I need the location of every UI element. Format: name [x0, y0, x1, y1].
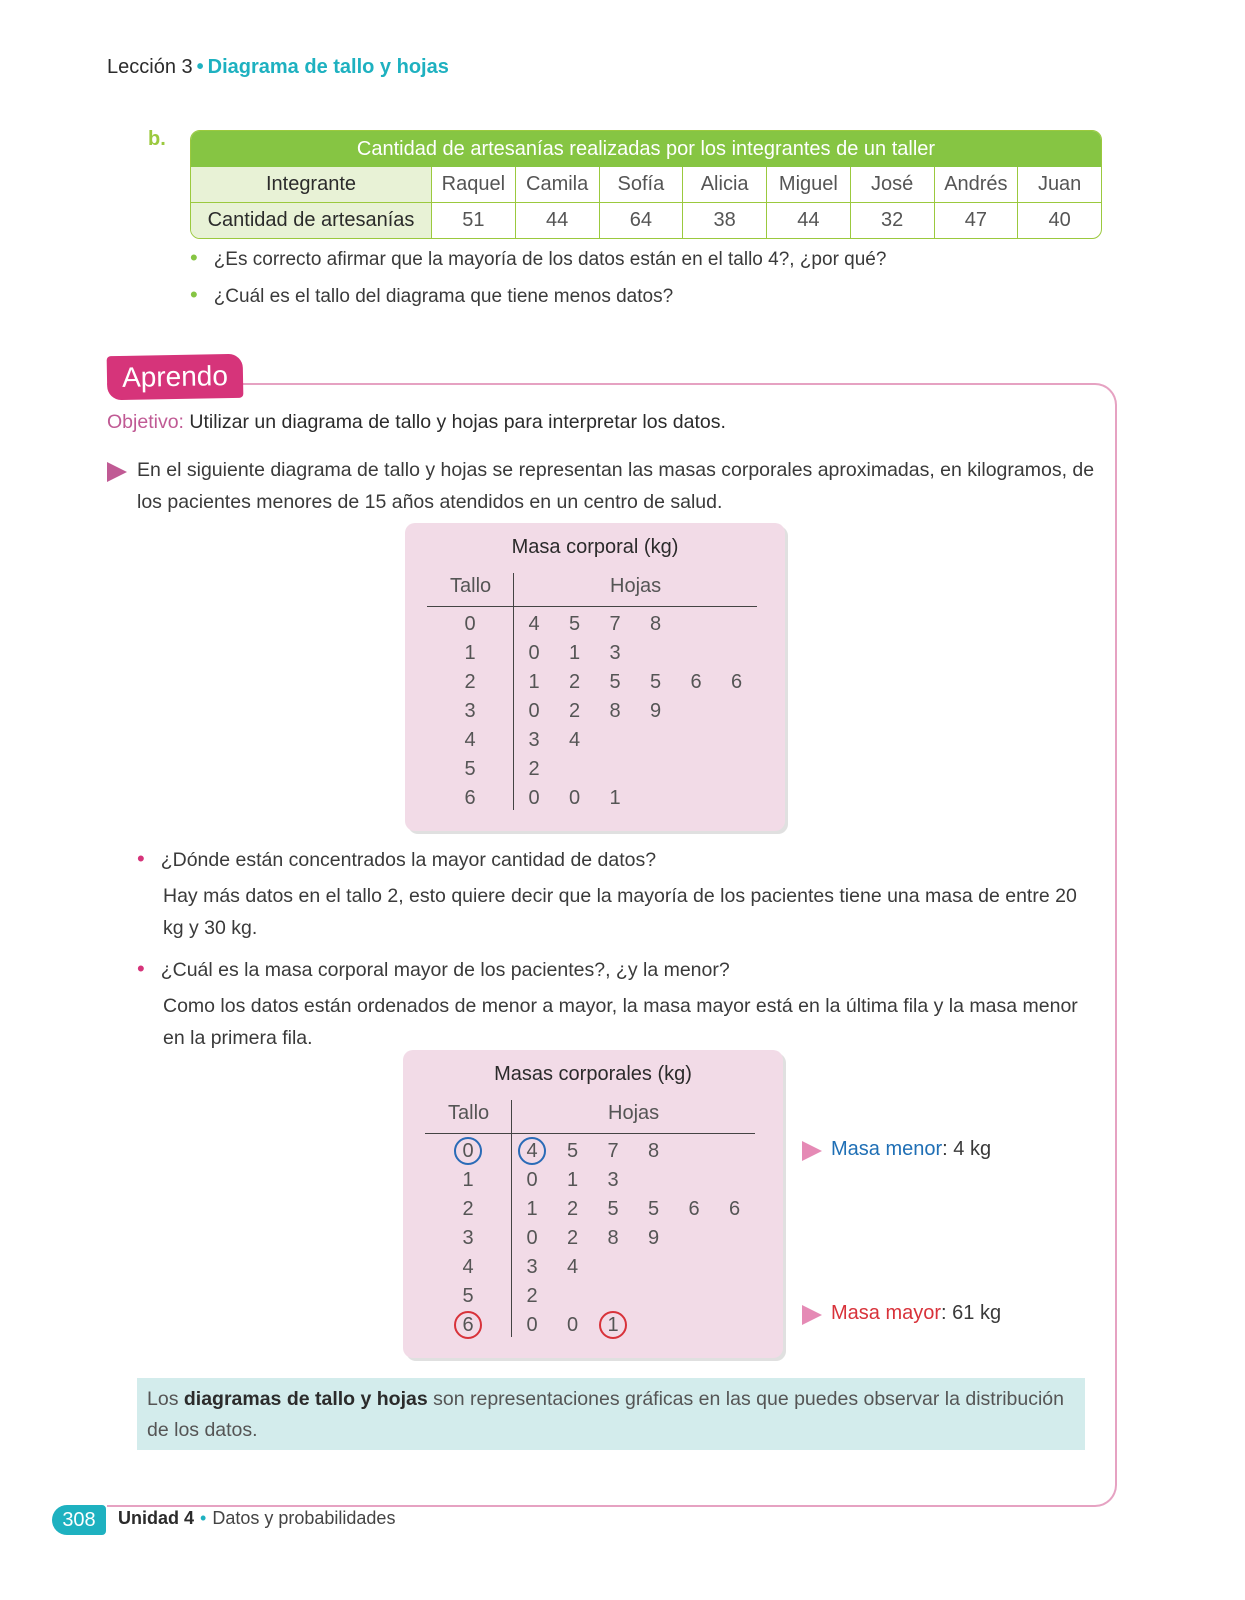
summary-term: diagramas de tallo y hojas	[183, 1388, 428, 1410]
diagram1-stem: 2	[464, 671, 476, 693]
summary-before: Los	[147, 1388, 184, 1410]
diagram2-leaf: 6	[728, 1198, 741, 1220]
diagram1-leaf: 1	[528, 671, 540, 693]
footer-unit-label: Unidad 4	[118, 1508, 195, 1528]
callout-min-value: : 4 kg	[942, 1138, 992, 1160]
question-max-min: • ¿Cuál es la masa corporal mayor de los pacientes?, ¿y la menor?	[137, 956, 730, 981]
diagram2-stem: 2	[462, 1198, 474, 1220]
callout-max-value: : 61 kg	[941, 1302, 1002, 1324]
page-number: 308	[52, 1505, 106, 1535]
member-name-cell: Juan	[1037, 173, 1082, 195]
answer-concentration: Hay más datos en el tallo 2, esto quiere decir que la mayoría de los pacientes tiene una masa de entre 20 kg y 30 kg.	[163, 885, 1077, 939]
diagram2-leaf: 0	[526, 1227, 538, 1249]
crafts-table-title: Cantidad de artesanías realizadas por los integrantes de un taller	[191, 131, 1101, 167]
diagram1-stem: 3	[464, 700, 476, 722]
diagram1-leaf: 2	[568, 671, 581, 693]
diagram1-leaf: 4	[568, 729, 581, 751]
diagram2-leaf: 5	[566, 1140, 579, 1162]
answer-max-min: Como los datos están ordenados de menor a mayor, la masa mayor está en la última fila y la masa menor en la primera fila.	[163, 995, 1078, 1049]
arrow-icon	[802, 1305, 822, 1325]
quantity-cell: 40	[1048, 209, 1071, 231]
quantity-cell: 51	[432, 203, 516, 238]
exercise-label: b.	[148, 128, 166, 150]
quantity-cell: 47	[935, 203, 1019, 238]
question-fewest-data: • ¿Cuál es el tallo del diagrama que tiene menos datos?	[190, 282, 673, 308]
diagram2-leaf: 5	[647, 1198, 660, 1220]
diagram1-leaf: 8	[609, 700, 621, 722]
question-concentration-text: ¿Dónde están concentrados la mayor cantidad de datos?	[160, 849, 657, 871]
min-highlight-circle	[518, 1137, 546, 1165]
names-row	[191, 167, 1101, 202]
diagram1-header-rule	[427, 606, 757, 607]
question-concentration: • ¿Dónde están concentrados la mayor cantidad de datos?	[137, 846, 657, 871]
min-highlight-circle	[454, 1137, 482, 1165]
diagram2-stem: 1	[462, 1169, 474, 1191]
diagram2-stem: 6	[462, 1314, 474, 1336]
max-highlight-circle	[454, 1311, 482, 1339]
diagram2-leaf: 4	[526, 1140, 538, 1162]
diagram1-leaf: 5	[609, 671, 621, 693]
diagram1-leaf: 5	[568, 613, 581, 635]
diagram2-stem: 4	[462, 1256, 474, 1278]
lesson-number: Lección 3	[107, 56, 193, 78]
diagram1-leaf: 3	[528, 729, 540, 751]
diagram2-stem: 0	[462, 1140, 474, 1162]
intro-paragraph: En el siguiente diagrama de tallo y hojas se representan las masas corporales aproximadas, en kilogramos, de los pacientes menores de 15 años atendidos en un centro de salud.	[137, 459, 1095, 513]
lesson-title: Diagrama de tallo y hojas	[207, 56, 449, 78]
diagram1-stem: 0	[464, 613, 476, 635]
callout-max-label: Masa mayor	[831, 1302, 942, 1324]
diagram2-leaf: 8	[647, 1140, 660, 1162]
quantities-row	[191, 202, 1101, 238]
diagram2-leaf: 1	[607, 1314, 619, 1336]
diagram1-stem: 6	[464, 787, 476, 809]
member-name-cell: Camila	[516, 167, 600, 202]
lesson-header	[107, 56, 449, 79]
diagram1-leaf: 9	[649, 700, 662, 722]
member-name-cell: José	[851, 167, 935, 202]
diagram2-divider	[511, 1100, 512, 1337]
diagram1-leaf: 5	[649, 671, 662, 693]
diagram2-stem: 5	[462, 1285, 474, 1307]
aprendo-tab: Aprendo	[107, 354, 244, 400]
diagram1-leaf: 2	[568, 700, 581, 722]
diagram1-leaf: 7	[609, 613, 621, 635]
diagram2-stem-header: Tallo	[448, 1102, 490, 1124]
quantity-cell: 38	[683, 203, 767, 238]
quantity-cell: 64	[600, 203, 684, 238]
diagram1-leaf: 0	[528, 787, 540, 809]
diagram1-stem-header: Tallo	[450, 575, 492, 597]
diagram2-leaf: 2	[566, 1198, 579, 1220]
summary-box	[137, 1378, 1085, 1450]
diagram2-leaf: 0	[566, 1314, 579, 1336]
footer-unit	[118, 1508, 395, 1529]
question-stem-4: • ¿Es correcto afirmar que la mayoría de los datos están en el tallo 4?, ¿por qué?	[190, 245, 886, 271]
objective-text: Utilizar un diagrama de tallo y hojas para interpretar los datos.	[183, 411, 726, 433]
callout-min-mass	[831, 1138, 991, 1161]
diagram1-leaf: 0	[528, 700, 540, 722]
footer-topic: Datos y probabilidades	[212, 1508, 396, 1528]
diagram2-leaf-header: Hojas	[608, 1102, 660, 1124]
row-header-member: Integrante	[191, 167, 432, 202]
callout-max-mass	[831, 1302, 1001, 1325]
diagram1-leaf: 3	[609, 642, 621, 664]
diagram1-stem: 4	[464, 729, 476, 751]
arrow-icon	[107, 462, 127, 482]
diagram2-leaf: 0	[526, 1314, 538, 1336]
diagram1-leaf: 4	[528, 613, 540, 635]
diagram1-leaf-header: Hojas	[610, 575, 662, 597]
header-separator: •	[196, 56, 204, 78]
stem-leaf-diagram-1	[405, 523, 785, 831]
diagram2-leaf: 1	[566, 1169, 579, 1191]
quantity-cell: 44	[516, 203, 600, 238]
diagram2-title: Masas corporales (kg)	[494, 1063, 692, 1085]
diagram1-stem: 5	[464, 758, 476, 780]
diagram2-leaf: 4	[566, 1256, 579, 1278]
member-name-cell: Sofía	[600, 167, 684, 202]
footer-separator: •	[200, 1508, 207, 1528]
member-name-cell: Raquel	[432, 167, 516, 202]
stem-leaf-diagram-2	[403, 1050, 783, 1358]
diagram2-leaf: 2	[566, 1227, 579, 1249]
diagram1-leaf: 6	[690, 671, 702, 693]
diagram1-leaf: 0	[568, 787, 581, 809]
member-name-cell: Miguel	[767, 167, 851, 202]
diagram2-stem: 3	[462, 1227, 474, 1249]
max-highlight-circle	[599, 1311, 627, 1339]
question-max-min-text: ¿Cuál es la masa corporal mayor de los pacientes?, ¿y la menor?	[160, 959, 730, 981]
diagram2-leaf: 7	[607, 1140, 619, 1162]
diagram2-leaf: 1	[526, 1198, 538, 1220]
quantity-cell: 44	[767, 203, 851, 238]
diagram1-leaf: 1	[609, 787, 621, 809]
diagram2-leaf: 2	[526, 1285, 538, 1307]
row-header-quantity: Cantidad de artesanías	[191, 203, 432, 238]
diagram2-leaf: 0	[526, 1169, 538, 1191]
callout-min-label: Masa menor	[831, 1138, 943, 1160]
objective-label: Objetivo:	[107, 411, 184, 433]
crafts-table	[190, 130, 1102, 239]
diagram2-leaf: 3	[607, 1169, 619, 1191]
member-name-cell: Alicia	[683, 167, 767, 202]
summary-after: son representaciones gráficas en las que puedes observar la distribución de los datos.	[147, 1388, 1064, 1441]
quantity-cell: 32	[851, 203, 935, 238]
diagram2-leaf: 8	[607, 1227, 619, 1249]
objective	[107, 411, 726, 434]
diagram2-leaf: 6	[688, 1198, 700, 1220]
diagram1-leaf: 0	[528, 642, 540, 664]
diagram2-leaf: 3	[526, 1256, 538, 1278]
member-name-cell: Andrés	[935, 167, 1019, 202]
diagram2-header-rule	[425, 1133, 755, 1134]
diagram1-stem: 1	[464, 642, 476, 664]
diagram1-leaf: 6	[730, 671, 743, 693]
diagram2-leaf: 9	[647, 1227, 660, 1249]
diagram1-title: Masa corporal (kg)	[511, 536, 679, 558]
diagram1-leaf: 2	[528, 758, 540, 780]
arrow-icon	[802, 1141, 822, 1161]
diagram2-leaf: 5	[607, 1198, 619, 1220]
diagram1-divider	[513, 573, 514, 810]
diagram1-leaf: 8	[649, 613, 662, 635]
diagram1-leaf: 1	[568, 642, 581, 664]
